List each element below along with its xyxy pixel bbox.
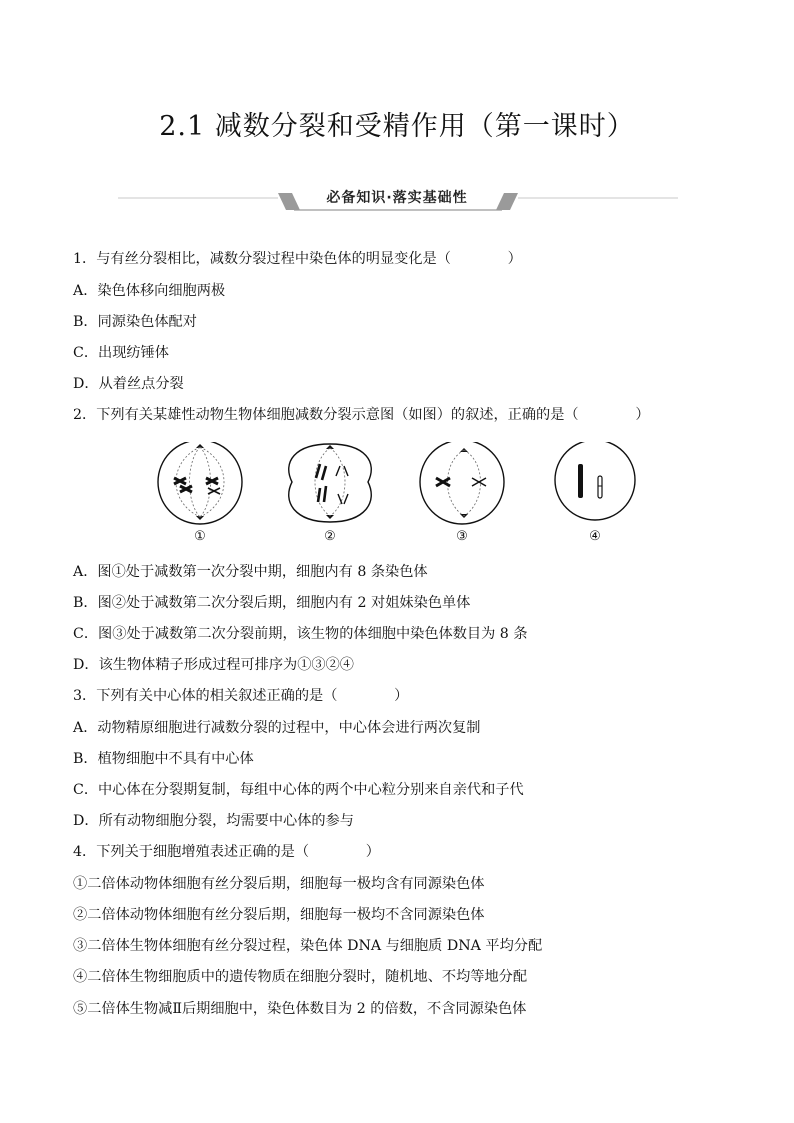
cell-diagram-4: [555, 442, 635, 520]
q4-statement-2: ②二倍体动物体细胞有丝分裂后期，细胞每一极均不含同源染色体: [73, 907, 485, 923]
q3-option-b: B．植物细胞中不具有中心体: [73, 751, 254, 767]
q4-statement-3: ③二倍体生物体细胞有丝分裂过程，染色体 DNA 与细胞质 DNA 平均分配: [73, 938, 543, 954]
q4-statement-4: ④二倍体生物细胞质中的遗传物质在细胞分裂时，随机地、不均等地分配: [73, 969, 528, 985]
cell-diagram-2: [289, 444, 372, 522]
section-heading: 必备知识·落实基础性: [326, 190, 468, 206]
cell-diagram-3: [420, 442, 504, 524]
q2-option-b: B．图②处于减数第二次分裂后期，细胞内有 2 对姐妹染色单体: [73, 595, 471, 611]
q2-option-a: A．图①处于减数第一次分裂中期，细胞内有 8 条染色体: [73, 564, 428, 580]
figure-label-4: ④: [589, 529, 601, 544]
q3-option-c: C．中心体在分裂期复制，每组中心体的两个中心粒分别来自亲代和子代: [73, 782, 524, 798]
q3-option-d: D．所有动物细胞分裂，均需要中心体的参与: [73, 813, 354, 829]
figure-label-2: ②: [324, 529, 336, 544]
q1-option-b: B．同源染色体配对: [73, 314, 197, 330]
q1-option-a: A．染色体移向细胞两极: [73, 283, 226, 299]
figure-label-1: ①: [194, 529, 206, 544]
q4-statement-1: ①二倍体动物体细胞有丝分裂后期，细胞每一极均含有同源染色体: [73, 876, 485, 892]
question-1-stem: 1．与有丝分裂相比，减数分裂过程中染色体的明显变化是（ ）: [73, 251, 522, 267]
q3-option-a: A．动物精原细胞进行减数分裂的过程中，中心体会进行两次复制: [73, 720, 481, 736]
question-2-stem: 2．下列有关某雄性动物生物体细胞减数分裂示意图（如图）的叙述，正确的是（ ）: [73, 407, 650, 423]
meiosis-figure: [150, 442, 650, 546]
question-4-stem: 4．下列关于细胞增殖表述正确的是（ ）: [73, 844, 380, 860]
document-title: 2.1 减数分裂和受精作用（第一课时）: [159, 111, 635, 142]
q1-option-c: C．出现纺锤体: [73, 345, 169, 361]
q2-option-d: D．该生物体精子形成过程可排序为①③②④: [73, 657, 354, 673]
q2-option-c: C．图③处于减数第二次分裂前期，该生物的体细胞中染色体数目为 8 条: [73, 626, 528, 642]
q4-statement-5: ⑤二倍体生物减Ⅱ后期细胞中，染色体数目为 2 的倍数，不含同源染色体: [73, 1001, 527, 1017]
q1-option-d: D．从着丝点分裂: [73, 376, 184, 392]
question-3-stem: 3．下列有关中心体的相关叙述正确的是（ ）: [73, 688, 409, 704]
figure-label-3: ③: [456, 529, 468, 544]
cell-diagram-1: [158, 442, 242, 524]
